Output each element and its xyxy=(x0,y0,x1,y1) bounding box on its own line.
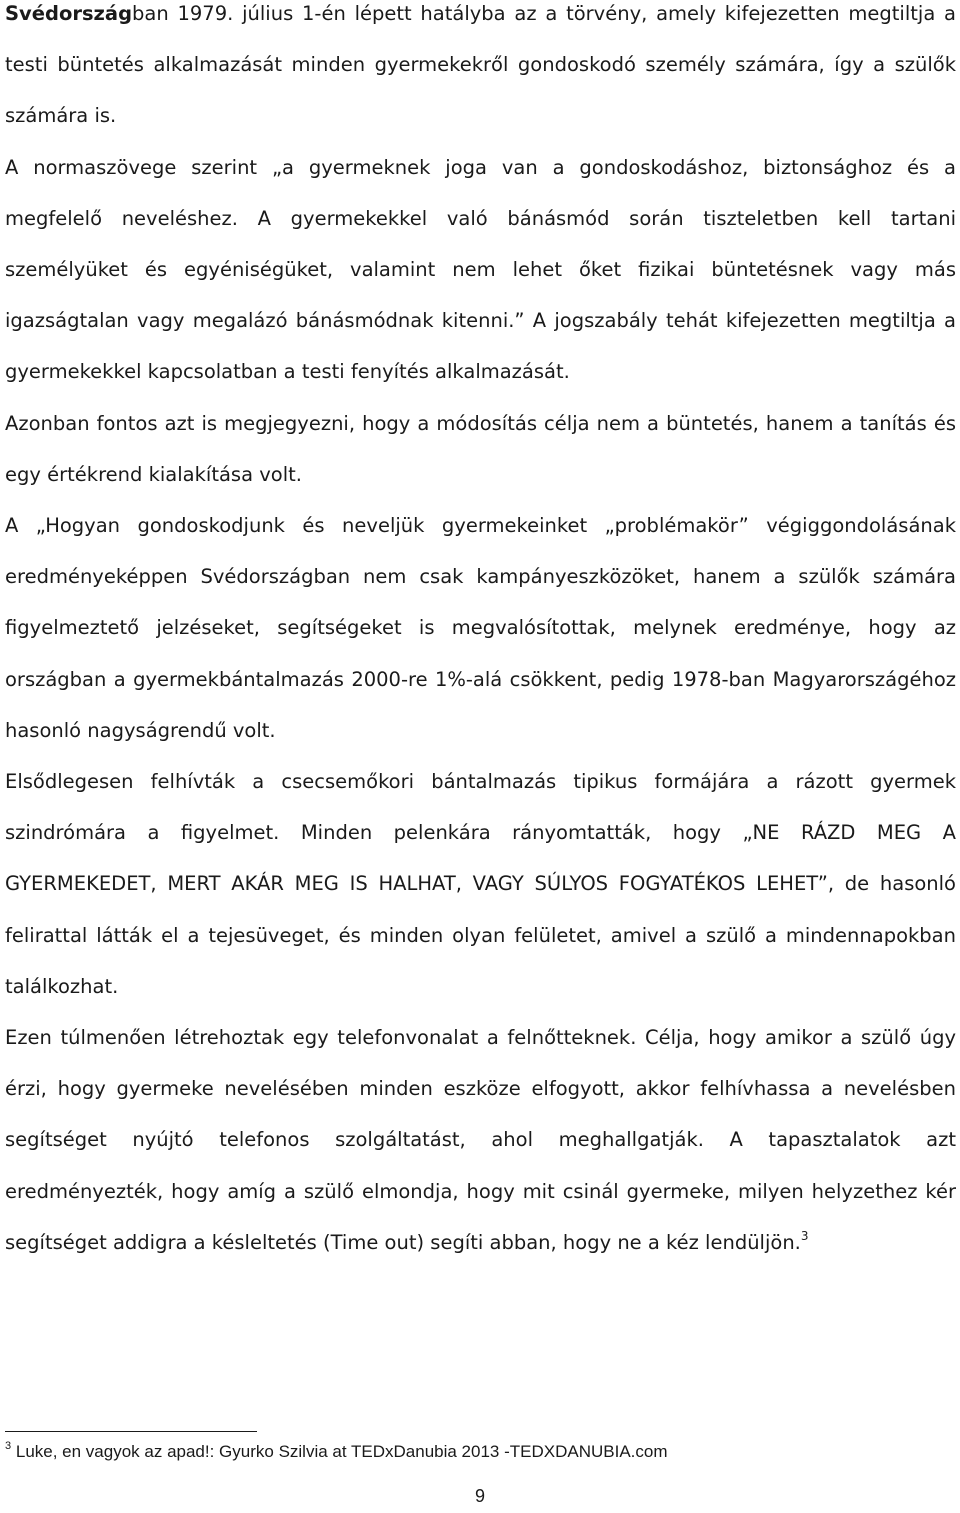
paragraph-1 xyxy=(5,0,956,142)
paragraph-6-text: Ezen túlmenően létrehoztak egy telefonvonalat a felnőtteknek. Célja, hogy amikor a szülő úgy érzi, hogy gyermeke nevelésében minden eszköze elfogyott, akkor felhívhassa a nevelésben segítséget nyújtó telefonos szolgáltatást, ahol meghallgatják. A tapasztalatok azt eredményezték, hogy amíg a szülő elmondja, hogy mit csinál gyermeke, milyen helyzethez kér segítséget addigra a késleltetés (Time out) segíti abban, hogy ne a kéz lendüljön. xyxy=(5,1026,956,1254)
paragraph-3 xyxy=(5,398,956,500)
document-page xyxy=(5,0,956,1268)
footnote-text: Luke, en vagyok az apad!: Gyurko Szilvia at TEDxDanubia 2013 -TEDXDANUBIA.com xyxy=(15,1442,668,1461)
footnote xyxy=(5,1440,668,1464)
paragraph-4-text: A „Hogyan gondoskodjunk és neveljük gyermekeinket „problémakör” végiggondolásának eredményeképpen Svédországban nem csak kampányeszközöket, hanem a szülők számára figyelmeztető jelzéseket, segítségeket is megvalósítottak, melynek eredménye, hogy az országban a gyermekbántalmazás 2000-re 1%-alá csökkent, pedig 1978-ban Magyarországéhoz hasonló nagyságrendű volt. xyxy=(5,514,956,742)
paragraph-2-text: A normaszövege szerint „a gyermeknek joga van a gondoskodáshoz, biztonsághoz és a megfelelő neveléshez. A gyermekekkel való bánásmód során tiszteletben kell tartani személyüket és egyéniségüket, valamint nem lehet őket fizikai büntetésnek vagy más igazságtalan vagy megalázó bánásmódnak kitenni.” A jogszabály tehát kifejezetten megtiltja a gyermekekkel kapcsolatban a testi fenyítés alkalmazását. xyxy=(5,155,956,384)
paragraph-5 xyxy=(5,756,956,1012)
footnote-reference[interactable]: 3 xyxy=(800,1228,809,1243)
paragraph-3-text: Azonban fontos azt is megjegyezni, hogy a módosítás célja nem a büntetés, hanem a tanítás és egy értékrend kialakítása volt. xyxy=(5,411,956,486)
paragraph-2 xyxy=(5,142,956,398)
paragraph-4 xyxy=(5,500,956,756)
paragraph-1-text: ban 1979. július 1-én lépett hatályba az a törvény, amely kifejezetten megtiltja a testi büntetés alkalmazását minden gyermekekről gondoskodó személy számára, így a szülők számára is. xyxy=(5,2,956,128)
paragraph-1-bold-lead: Svédország xyxy=(5,2,133,25)
footnote-marker: 3 xyxy=(5,1440,12,1452)
page-number: 9 xyxy=(474,1486,485,1506)
footnote-divider xyxy=(5,1431,257,1432)
paragraph-5-text: Elsődlegesen felhívták a csecsemőkori bántalmazás tipikus formájára a rázott gyermek szindrómára a figyelmet. Minden pelenkára rányomtatták, hogy „NE RÁZD MEG A GYERMEKEDET, MERT AKÁR MEG IS HALHAT, VAGY SÚLYOS FOGYATÉKOS LEHET”, de hasonló felirattal látták el a tejesüveget, és minden olyan felületet, amivel a szülő a mindennapokban találkozhat. xyxy=(5,770,956,998)
paragraph-6 xyxy=(5,1012,956,1268)
